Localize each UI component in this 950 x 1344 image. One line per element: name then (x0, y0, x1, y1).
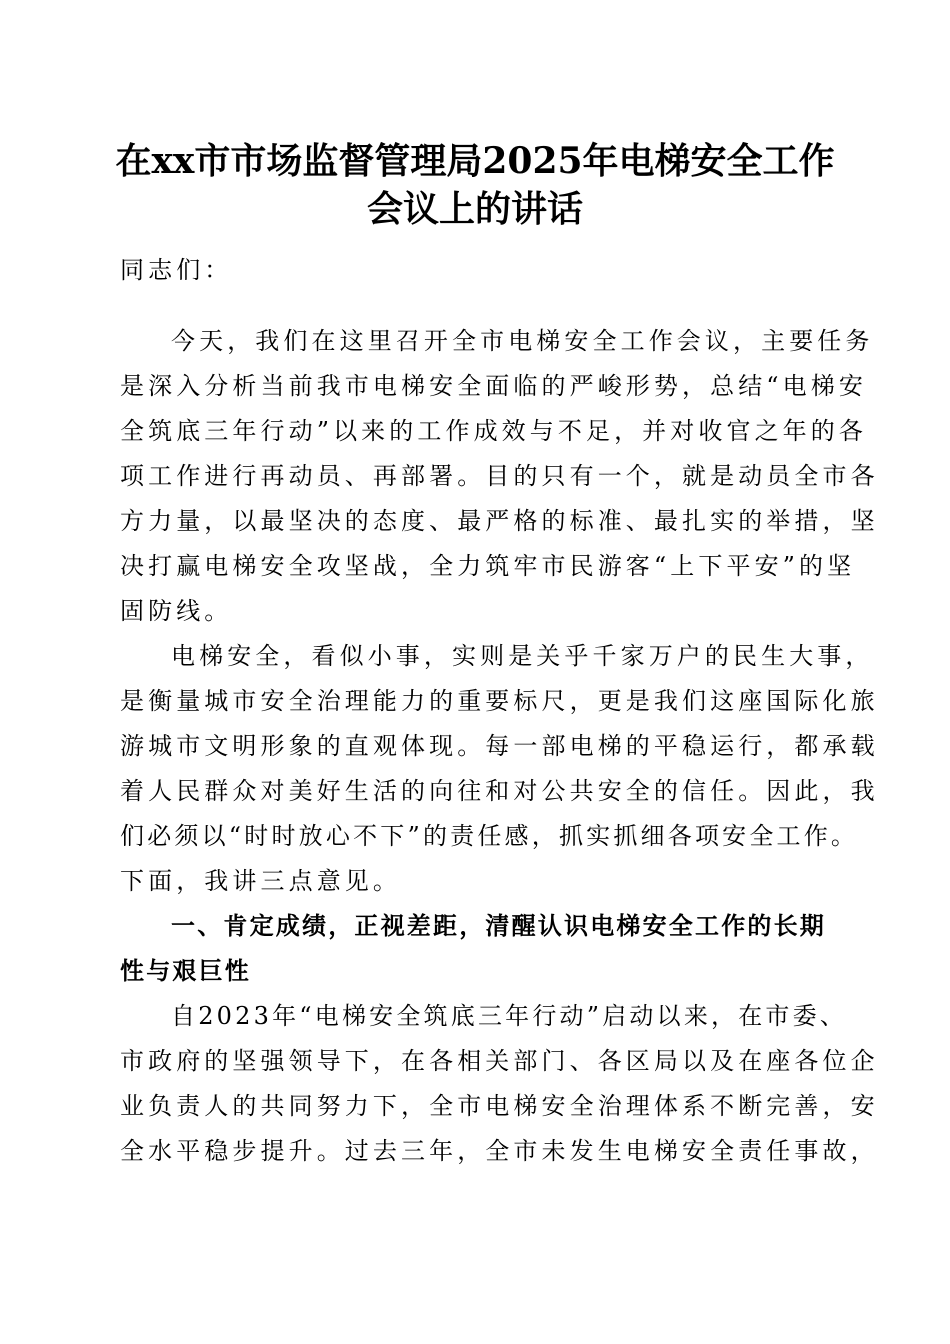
paragraph-line: 市政府的坚强领导下，在各相关部门、各区局以及在座各位企 (120, 1047, 879, 1075)
paragraph-line: 方力量，以最坚决的态度、最严格的标准、最扎实的举措，坚 (120, 507, 879, 535)
paragraph-line: 今天，我们在这里召开全市电梯安全工作会议，主要任务 (171, 327, 874, 355)
section-heading-line: 性与艰巨性 (120, 957, 251, 985)
paragraph-line: 全水平稳步提升。过去三年，全市未发生电梯安全责任事故， (120, 1137, 879, 1165)
paragraph-line: 着人民群众对美好生活的向往和对公共安全的信任。因此，我 (120, 777, 879, 805)
paragraph-line: 项工作进行再动员、再部署。目的只有一个，就是动员全市各 (120, 462, 879, 490)
document-title-line-1: 在xx市市场监督管理局2025年电梯安全工作 (115, 140, 835, 182)
paragraph-line: 全筑底三年行动”以来的工作成效与不足，并对收官之年的各 (120, 417, 867, 445)
section-heading-line: 一、肯定成绩，正视差距，清醒认识电梯安全工作的长期 (171, 912, 826, 940)
paragraph-line: 是深入分析当前我市电梯安全面临的严峻形势，总结“电梯安 (120, 372, 867, 400)
paragraph-line: 下面，我讲三点意见。 (120, 867, 401, 895)
paragraph-line: 游城市文明形象的直观体现。每一部电梯的平稳运行，都承载 (120, 732, 879, 760)
paragraph-line: 固防线。 (120, 597, 233, 625)
paragraph-line: 们必须以“时时放心不下”的责任感，抓实抓细各项安全工作。 (120, 822, 859, 850)
paragraph-line: 决打赢电梯安全攻坚战，全力筑牢市民游客“上下平安”的坚 (120, 552, 856, 580)
paragraph-line: 是衡量城市安全治理能力的重要标尺，更是我们这座国际化旅 (120, 687, 879, 715)
salutation: 同志们： (120, 256, 233, 284)
document-title-line-2: 会议上的讲话 (366, 188, 583, 230)
paragraph-line: 电梯安全，看似小事，实则是关乎千家万户的民生大事， (171, 642, 874, 670)
paragraph-line: 自2023年“电梯安全筑底三年行动”启动以来，在市委、 (171, 1002, 848, 1030)
paragraph-line: 业负责人的共同努力下，全市电梯安全治理体系不断完善，安 (120, 1092, 879, 1120)
